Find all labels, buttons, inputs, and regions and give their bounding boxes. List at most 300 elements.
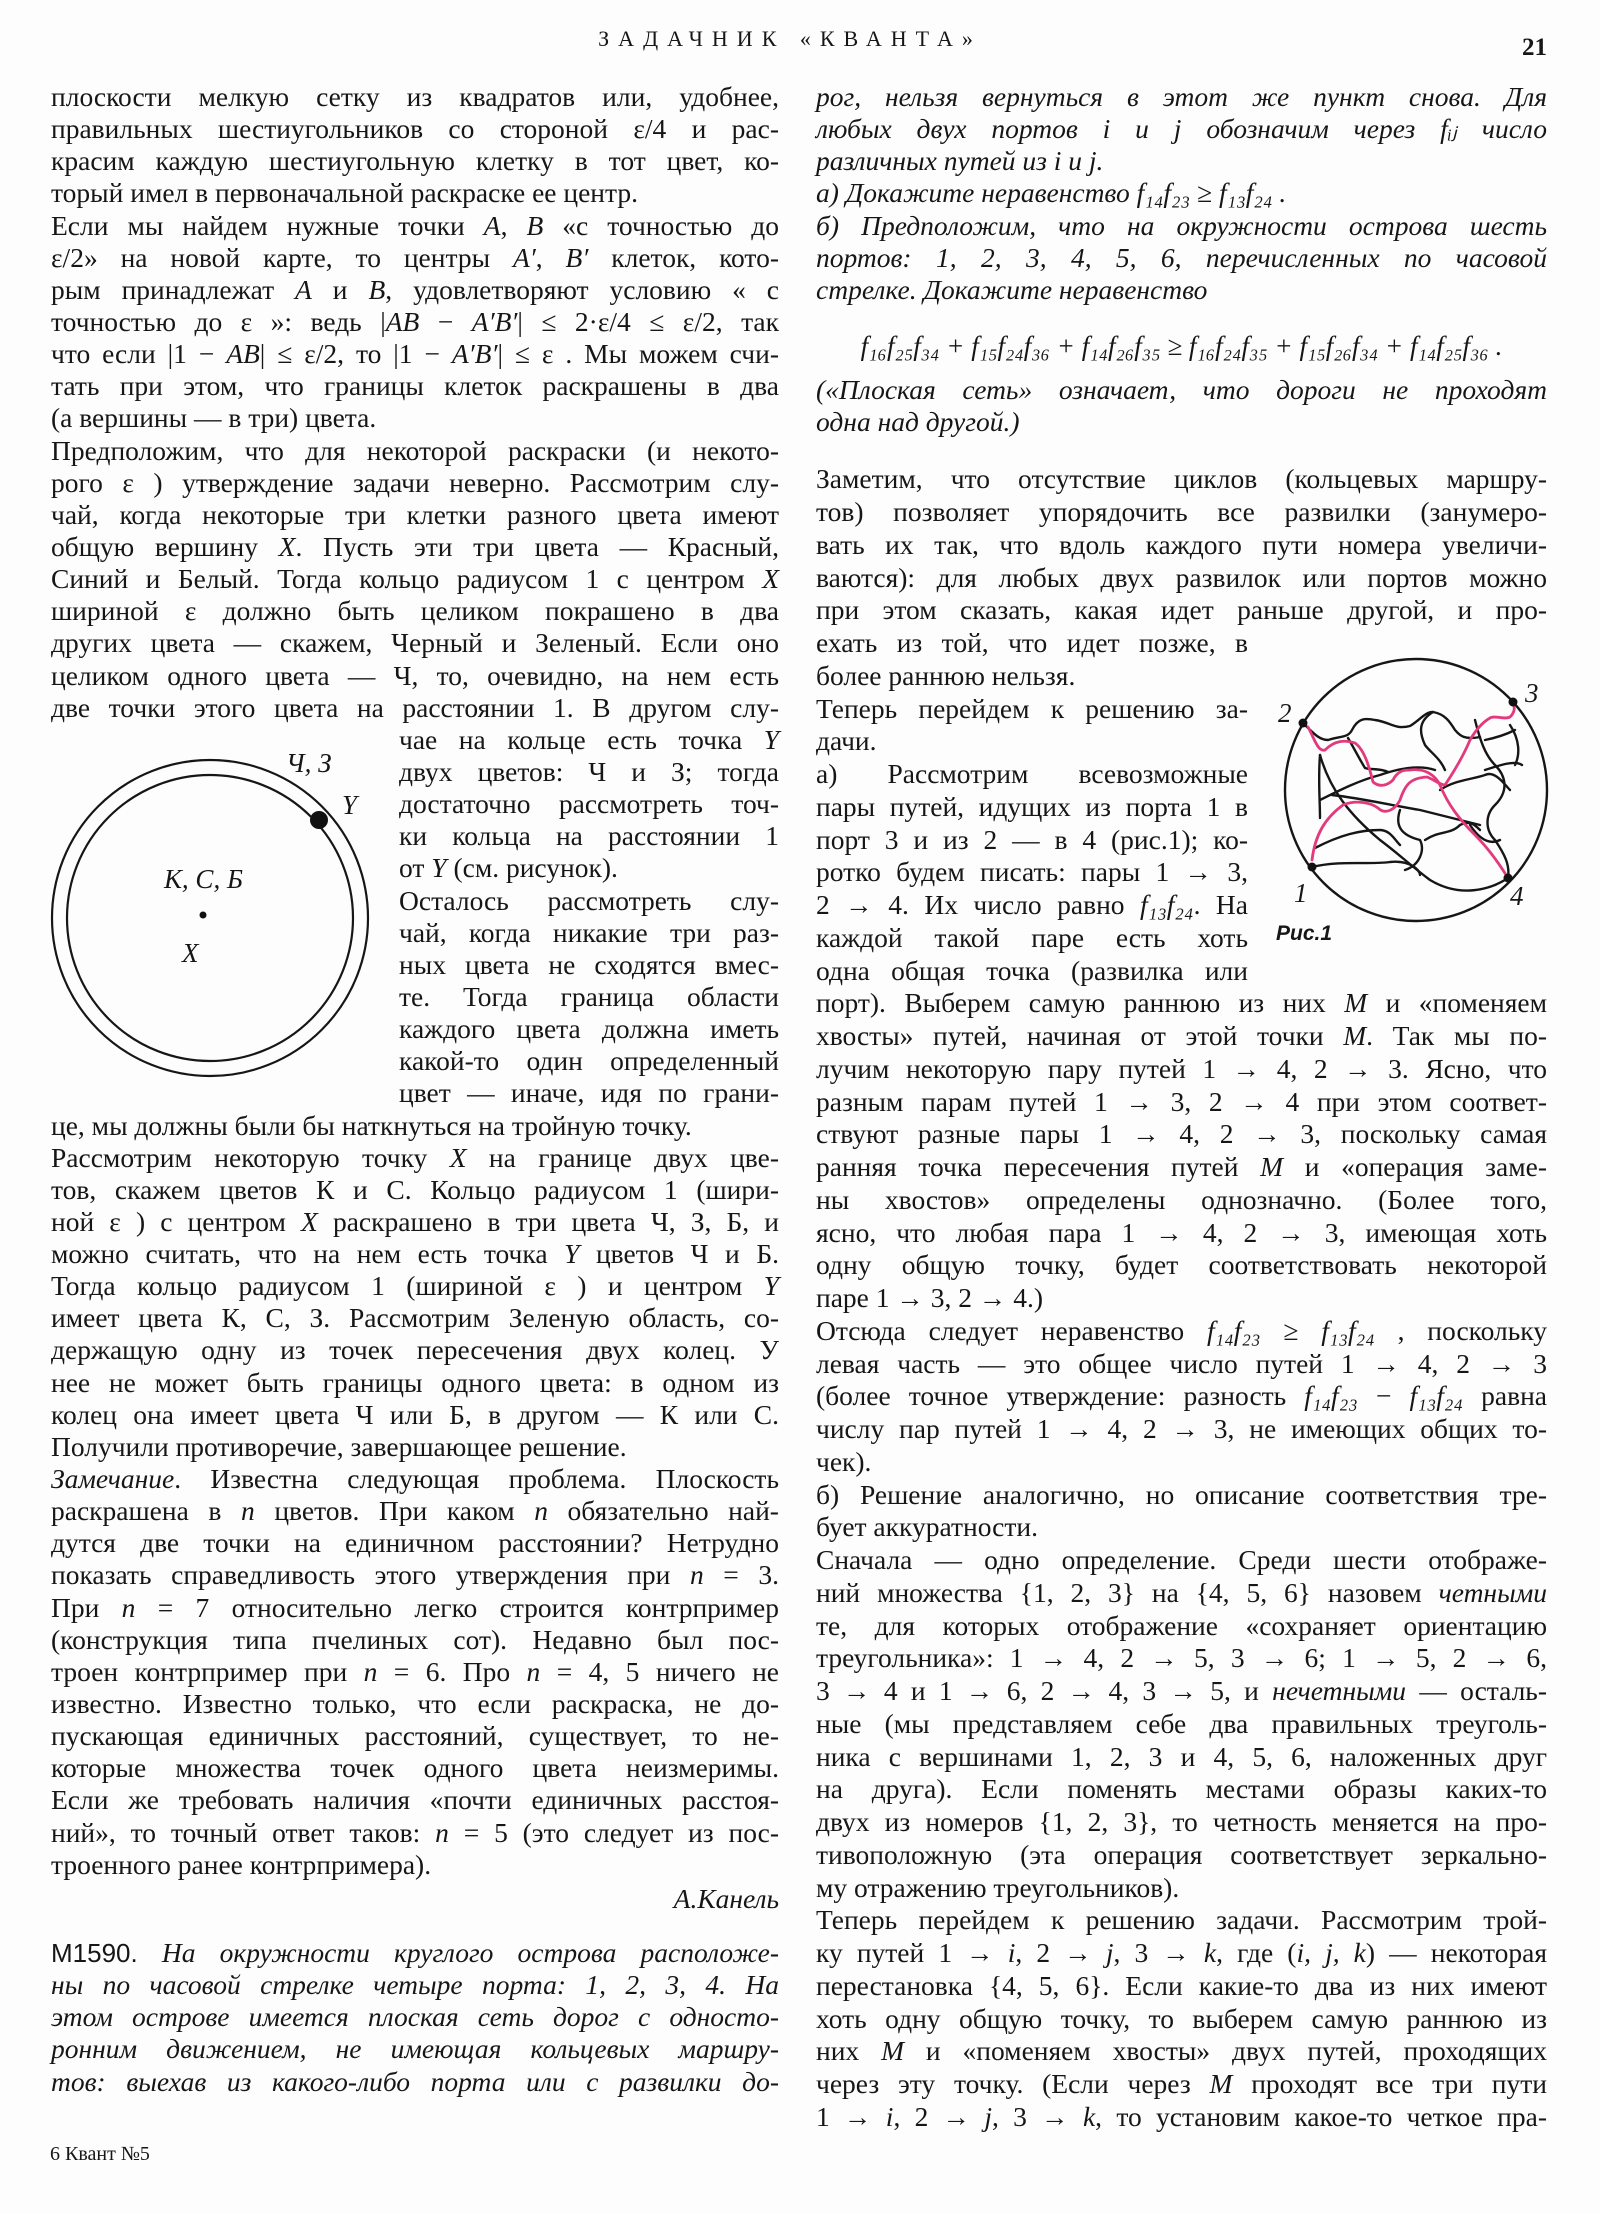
text-segment: , 3 →: [992, 2100, 1083, 2132]
text-segment: Рассмотрим некоторую точку: [51, 1141, 450, 1173]
text-segment: ясно, что любая пара 1 → 4, 2 → 3, имеющая хоть: [816, 1216, 1547, 1248]
text-segment: , где (: [1216, 1937, 1297, 1969]
text-line: [816, 1086, 1547, 1119]
text-segment: разным парам путей 1 → 3, 2 → 4 при этом соответ-: [816, 1085, 1547, 1117]
text-line: [51, 1969, 779, 2001]
text-line: [51, 531, 779, 563]
text-line: [816, 81, 1547, 113]
text-line: [51, 1206, 779, 1238]
port-3-label: 3: [1525, 678, 1539, 708]
text-segment: более раннюю нельзя.: [816, 659, 1076, 691]
text-segment: («Плоская сеть» означает, что дороги не проходят: [816, 373, 1547, 405]
text-segment: ротко будем писать: пары 1 → 3,: [816, 856, 1248, 888]
text-segment: Y: [763, 1270, 779, 1302]
text-segment: −: [419, 305, 472, 337]
text-segment: какой-то один определенный: [399, 1045, 779, 1077]
text-segment: б) Предположим, что на окружности острова шесть: [816, 209, 1547, 241]
text-line: [816, 1446, 1547, 1479]
text-segment: общую вершину: [51, 530, 279, 562]
text-segment: равна: [1463, 1380, 1547, 1412]
road: [1485, 725, 1522, 770]
text-line: [51, 1431, 779, 1463]
text-segment: и «поменяем хвосты» двух путей, проходящих: [904, 2035, 1548, 2067]
text-segment: известно. Известно только, что если раскраска, не до-: [51, 1688, 779, 1720]
text-line: [51, 402, 779, 434]
text-segment: раскрашено в три цвета Ч, З, Б, и: [317, 1205, 780, 1237]
text-line: [51, 627, 779, 659]
text-segment: шириной ε должно быть целиком покрашено в два: [51, 595, 779, 627]
text-line: [816, 177, 1547, 209]
text-segment: них: [816, 2035, 882, 2067]
text-line: [51, 1238, 779, 1270]
text-line: [51, 1656, 779, 1688]
text-line: [51, 1302, 779, 1334]
text-segment: торый имел в первоначальной раскраске ее центр.: [51, 177, 638, 209]
text-segment: проходят все три пути: [1232, 2068, 1547, 2100]
text-line: [399, 917, 779, 949]
point-x-label: X: [182, 938, 199, 968]
text-line: [816, 2068, 1547, 2101]
text-segment: B: [526, 209, 544, 241]
text-line: [816, 562, 1547, 595]
text-segment: 2 → 4. Их число равно: [816, 889, 1141, 921]
text-segment: A′B′: [471, 305, 518, 337]
text-segment: B: [368, 273, 386, 305]
text-segment: n: [526, 1655, 541, 1687]
text-line: [51, 338, 779, 370]
text-segment: Y: [564, 1238, 580, 1270]
text-segment: ронним движением, не имеющая кольцевых маршру-: [51, 2033, 779, 2065]
text-line: [816, 1020, 1547, 1053]
text-segment: тов, скажем цветов К и С. Кольцо радиусом 1 (шири-: [51, 1173, 779, 1205]
text-segment: плоскости мелкую сетку из квадратов или, удобнее,: [51, 81, 779, 112]
outer-ring-circle: [52, 760, 368, 1076]
text-line: [816, 145, 1547, 177]
text-segment: троенного ранее контрпримера).: [51, 1848, 432, 1880]
text-line: [51, 1624, 779, 1656]
text-line: [51, 1817, 779, 1849]
text-line: [51, 563, 779, 595]
text-line: [51, 1463, 779, 1495]
text-segment: n: [240, 1495, 255, 1527]
text-segment: бует аккуратности.: [816, 1511, 1038, 1543]
text-segment: тов) позволяет упорядочить все развилки (занумеро-: [816, 496, 1547, 528]
text-segment: = 3.: [703, 1559, 779, 1591]
solution-beside-figure: [816, 627, 1248, 987]
text-segment: двух цветов: Ч и З; тогда: [399, 755, 779, 787]
text-line: [816, 1708, 1547, 1741]
text-line: [816, 1839, 1547, 1872]
text-segment: му отражению треугольников).: [816, 1871, 1180, 1903]
text-segment: те. Тогда граница области: [399, 980, 779, 1012]
text-line: [816, 2101, 1547, 2134]
text-segment: треугольника»: 1 → 4, 2 → 5, 3 → 6; 1 → 5, 2 → 6,: [816, 1642, 1547, 1674]
text-segment: можно считать, что на нем есть точка: [51, 1238, 565, 1270]
right-column: [816, 81, 1547, 2134]
text-segment: цвет — иначе, идя по грани-: [399, 1077, 779, 1109]
text-segment: = 6. Про: [377, 1655, 527, 1687]
text-line: [816, 1610, 1547, 1643]
text-segment: (а вершины — в три) цвета.: [51, 402, 377, 434]
text-line: [399, 949, 779, 981]
text-line: [51, 1495, 779, 1527]
text-line: [816, 1282, 1547, 1315]
solution-main: [816, 987, 1547, 2133]
text-segment: n: [435, 1816, 449, 1848]
text-segment: «с точностью до: [543, 209, 779, 241]
text-segment: f₁₃f₂₄: [1140, 889, 1194, 921]
text-segment: имеет цвета К, С, З. Рассмотрим Зеленую область, со-: [51, 1302, 779, 1334]
road: [1303, 712, 1480, 740]
text-line: [51, 1688, 779, 1720]
text-line: [816, 1773, 1547, 1806]
text-segment: j: [984, 2100, 993, 2132]
text-segment: и «операция заме-: [1283, 1151, 1548, 1183]
text-segment: , 2 →: [1015, 1937, 1106, 1969]
text-segment: X: [449, 1141, 467, 1173]
text-segment: AB: [385, 305, 420, 337]
text-segment: различных путей из i и j.: [816, 145, 1104, 177]
text-segment: f₁₄f₂₃: [1304, 1380, 1358, 1412]
road-network: [1303, 712, 1522, 891]
text-segment: , поскольку: [1374, 1314, 1548, 1346]
text-segment: ника с вершинами 1, 2, 3 и 4, 5, 6, наложенных друг: [816, 1740, 1547, 1772]
text-segment: дутся две точки на единичном расстоянии? Нетрудно: [51, 1527, 779, 1559]
solution-text-bottom: [51, 1110, 779, 1881]
text-segment: . На: [1193, 889, 1248, 921]
text-line: [399, 1077, 779, 1109]
author-signature: А.Канель: [673, 1882, 779, 1914]
text-line: [51, 81, 779, 113]
planar-network-note: [816, 374, 1547, 438]
text-segment: раскрашена в: [51, 1495, 241, 1527]
text-segment: Осталось рассмотреть слу-: [399, 884, 779, 916]
text-segment: , то установим какое-то четкое пра-: [1095, 2100, 1547, 2132]
text-segment: при этом сказать, какая идет раньше другой, и про-: [816, 594, 1547, 626]
text-segment: клеток, кото-: [588, 241, 779, 273]
text-line: [816, 1315, 1547, 1348]
text-segment: | ≤ ε . Мы можем счи-: [497, 338, 779, 370]
text-segment: перестановка {4, 5, 6}. Если какие-то два из них имеют: [816, 1969, 1547, 2001]
text-line: [51, 113, 779, 145]
text-line: [51, 1752, 779, 1784]
text-segment: n: [689, 1559, 704, 1591]
text-line: [51, 435, 779, 467]
text-segment: пары путей, идущих из порта 1 в: [816, 790, 1248, 822]
text-segment: через эту точку. (Если через: [816, 2068, 1210, 2100]
text-segment: числу пар путей 1 → 4, 2 → 3, не имеющих общих то-: [816, 1413, 1547, 1445]
text-segment: достаточно рассмотреть точ-: [399, 788, 779, 820]
text-segment: целиком одного цвета — Ч, то, очевидно, на нем есть: [51, 659, 779, 691]
text-line: [51, 306, 779, 338]
text-line: [816, 496, 1547, 529]
text-segment: = 5 (это следует из пос-: [448, 1816, 779, 1848]
text-line: [816, 594, 1547, 627]
text-segment: AB: [226, 338, 260, 370]
text-line: [816, 1904, 1547, 1937]
text-line: [816, 1741, 1547, 1774]
text-line: [51, 1270, 779, 1302]
text-line: [816, 1642, 1547, 1675]
figure-caption: Рис.1: [1276, 922, 1333, 945]
text-line: [816, 374, 1547, 406]
text-line: [51, 1784, 779, 1816]
text-segment: троен контрпример при: [51, 1655, 364, 1687]
text-segment: j: [1105, 1937, 1114, 1969]
text-line: [816, 1937, 1547, 1970]
problem-number: M1590.: [51, 1938, 138, 1969]
text-segment: каждой такой паре есть хоть: [816, 921, 1248, 953]
text-segment: n: [363, 1655, 378, 1687]
text-segment: других цвета — скажем, Черный и Зеленый. Если оно: [51, 627, 779, 659]
text-segment: M: [1260, 1151, 1284, 1183]
text-segment: (см. рисунок).: [446, 852, 618, 884]
text-segment: одна общая точка (развилка или: [816, 954, 1248, 986]
text-segment: нечетными: [1272, 1675, 1407, 1707]
text-line: [399, 724, 779, 756]
text-line: [399, 788, 779, 820]
text-segment: При: [51, 1591, 122, 1623]
text-line: [399, 981, 779, 1013]
text-segment: ки кольца на расстоянии 1: [399, 820, 779, 852]
text-line: [816, 2003, 1547, 2036]
text-line: [816, 1184, 1547, 1217]
text-segment: = 4, 5 ничего не: [540, 1655, 780, 1687]
text-segment: хвосты» путей, начиная от этой точки: [816, 1020, 1344, 1052]
text-segment: , 2 →: [893, 2100, 985, 2132]
text-line: [399, 1045, 779, 1077]
text-line: [816, 1675, 1547, 1708]
text-segment: четными: [1438, 1576, 1547, 1608]
text-line: [51, 242, 779, 274]
road: [1312, 862, 1420, 875]
text-segment: паре 1 → 3, 2 → 4.): [816, 1282, 1044, 1314]
text-line: [51, 370, 779, 402]
text-segment: каждого цвета должна иметь: [399, 1013, 779, 1045]
text-segment: M: [1209, 2068, 1233, 2100]
text-line: [816, 1806, 1547, 1839]
text-segment: ку путей 1 →: [816, 1937, 1008, 1969]
text-segment: что если |1 −: [51, 338, 227, 370]
text-line: [816, 758, 1248, 791]
text-segment: ний», то точный ответ таков:: [51, 1816, 436, 1848]
text-segment: Y: [431, 852, 447, 884]
text-line: [816, 242, 1547, 274]
text-line: [51, 274, 779, 306]
text-segment: обязательно най-: [547, 1495, 779, 1527]
text-line: [51, 692, 779, 724]
text-segment: б) Решение аналогично, но описание соответствия тре-: [816, 1478, 1547, 1510]
text-line: [51, 177, 779, 209]
text-line: [816, 987, 1547, 1020]
text-segment: (конструкция типа пчелиных сот). Недавно был пос-: [51, 1623, 779, 1655]
text-line: [816, 406, 1547, 438]
text-line: [51, 1110, 779, 1142]
text-segment: красим каждую шестиугольную клетку в тот цвет, ко-: [51, 145, 779, 177]
text-line: [816, 693, 1248, 726]
text-segment: точностью до ε »: ведь |: [51, 305, 386, 337]
text-segment: двух из номеров {1, 2, 3}, то четность меняется на про-: [816, 1806, 1547, 1838]
text-segment: Y: [763, 723, 779, 755]
point-y-label: Y: [342, 790, 358, 820]
port-4-label: 4: [1510, 881, 1524, 911]
text-segment: ний множества {1, 2, 3} на {4, 5, 6} назовем: [816, 1576, 1439, 1608]
text-line: [816, 1544, 1547, 1577]
text-line: [816, 1577, 1547, 1610]
text-line: [399, 756, 779, 788]
text-segment: Отсюда следует неравенство: [816, 1314, 1207, 1346]
text-segment: A: [295, 273, 312, 305]
text-segment: две точки этого цвета на расстоянии 1. В другом слу-: [51, 691, 779, 723]
text-segment: = 7 относительно легко строится контрпример: [135, 1591, 779, 1623]
solution-text-beside-figure: [399, 724, 779, 1110]
text-segment: держащую одну из точек пересечения двух колец. У: [51, 1334, 779, 1366]
port-1-label: 1: [1294, 878, 1308, 908]
text-line: [816, 791, 1248, 824]
text-segment: порт). Выберем самую раннюю из них: [816, 987, 1345, 1019]
text-segment: от: [399, 852, 432, 884]
text-line: [51, 1720, 779, 1752]
text-line: [51, 1367, 779, 1399]
text-segment: ных цвета не сходятся вмес-: [399, 948, 779, 980]
text-segment: A′: [512, 241, 536, 273]
text-segment: n: [534, 1495, 548, 1527]
text-line: [399, 885, 779, 917]
text-segment: любых двух портов i и j обозначим через fᵢⱼ число: [816, 113, 1547, 145]
text-segment: ,: [500, 209, 527, 241]
text-segment: показать справедливость этого утверждения при: [51, 1559, 690, 1591]
port-2-label: 2: [1278, 698, 1292, 728]
text-line: [816, 1380, 1547, 1413]
text-segment: . Так мы по-: [1366, 1020, 1547, 1052]
text-line: [816, 529, 1547, 562]
text-line: [399, 820, 779, 852]
text-segment: Заметим, что отсутствие циклов (кольцевых маршру-: [816, 463, 1547, 495]
text-segment: X: [762, 563, 779, 595]
text-segment: колец она имеет цвета Ч или Б, в другом — К или С.: [51, 1398, 779, 1430]
text-line: [816, 660, 1248, 693]
text-segment: ε/2» на новой карте, то центры: [51, 241, 513, 273]
text-segment: рог, нельзя вернуться в этот же пункт снова. Для: [816, 81, 1547, 112]
text-line: [816, 463, 1547, 496]
disk-color-label: К, С, Б: [164, 864, 243, 894]
text-segment: на друга). Если поменять местами образы каких-то: [816, 1773, 1547, 1805]
text-segment: k: [1203, 1937, 1217, 1969]
text-line: [399, 852, 779, 884]
solution-text-top: [51, 81, 779, 724]
text-line: [51, 467, 779, 499]
text-line: [816, 856, 1248, 889]
text-segment: f₁₃f₂₄: [1321, 1314, 1375, 1346]
text-segment: левая часть — это общее число путей 1 → 4, 2 → 3: [816, 1347, 1547, 1379]
port-1-dot: [1308, 863, 1317, 872]
text-segment: A: [483, 209, 501, 241]
text-segment: 1 →: [816, 2100, 886, 2132]
text-segment: портов: 1, 2, 3, 4, 5, 6, перечисленных по часовой: [816, 241, 1547, 273]
text-segment: ны по часовой стрелке четыре порта: 1, 2, 3, 4. На: [51, 1969, 779, 2001]
text-line: [816, 1118, 1547, 1151]
ring-figure: [40, 748, 380, 1093]
text-segment: ной ε ) с центром: [51, 1205, 302, 1237]
text-segment: ные (мы представляем себе два правильных треуголь-: [816, 1707, 1547, 1739]
text-line: [51, 145, 779, 177]
text-line: [816, 274, 1547, 306]
text-line: [816, 1151, 1547, 1184]
text-segment: лучим некоторую пару путей 1 → 4, 2 → 3. Ясно, что: [816, 1052, 1547, 1084]
road: [1421, 712, 1445, 770]
text-segment: нее не может быть границы одного цвета: в одном из: [51, 1366, 779, 1398]
text-line: [51, 1142, 779, 1174]
text-segment: Замечание: [51, 1463, 175, 1495]
text-line: [816, 824, 1248, 857]
text-line: [51, 1334, 779, 1366]
text-segment: те, для которых отображение «сохраняет ориентацию: [816, 1609, 1547, 1641]
text-line: [51, 1174, 779, 1206]
text-line: [816, 627, 1248, 660]
text-segment: Тогда кольцо радиусом 1 (шириной ε ) и центром: [51, 1270, 764, 1302]
text-segment: Сначала — одно определение. Среди шести отображе-: [816, 1544, 1547, 1576]
text-segment: ваются): для любых двух развилок или портов можно: [816, 561, 1547, 593]
text-segment: A′B′: [451, 338, 498, 370]
ring-color-label: Ч, З: [286, 748, 332, 778]
text-segment: f₁₄f₂₃: [1207, 1314, 1261, 1346]
solution-intro: [816, 463, 1547, 627]
text-segment: Если мы найдем нужные точки: [51, 209, 484, 241]
text-segment: а) Рассмотрим всевозможные: [816, 758, 1248, 790]
text-segment: i, j, k: [1296, 1937, 1366, 1969]
text-line: [816, 113, 1547, 145]
text-segment: тов: выехав из какого-либо порта или с развилки до-: [51, 2065, 779, 2097]
text-segment: X: [278, 530, 296, 562]
text-segment: , 3 →: [1113, 1937, 1204, 1969]
text-segment: | ≤ 2·ε/4 ≤ ε/2, так: [517, 305, 780, 337]
text-segment: тать при этом, что границы клеток раскрашены в два: [51, 370, 779, 402]
text-segment: стрелке. Докажите неравенство: [816, 273, 1208, 305]
text-segment: рым принадлежат: [51, 273, 296, 305]
text-segment: (более точное утверждение: разность: [816, 1380, 1305, 1412]
text-line: [816, 1053, 1547, 1086]
port-2-dot: [1299, 719, 1308, 728]
text-segment: ствуют разные пары 1 → 4, 2 → 3, поскольку самая: [816, 1118, 1547, 1150]
text-segment: M: [1343, 1020, 1367, 1052]
text-segment: чек).: [816, 1445, 872, 1477]
text-segment: рого ε ) утверждение задачи неверно. Рассмотрим слу-: [51, 466, 779, 498]
running-header: ЗАДАЧНИК «КВАНТА»: [598, 26, 982, 51]
road: [1332, 795, 1480, 825]
text-segment: ) — некоторая: [1365, 1937, 1548, 1969]
text-segment: | ≤ ε/2, то |1 −: [259, 338, 452, 370]
text-line: [51, 595, 779, 627]
text-segment: порт 3 и из 2 — в 4 (рис.1); ко-: [816, 823, 1248, 855]
text-line: [51, 2001, 779, 2033]
text-line: [816, 210, 1547, 242]
text-line: [51, 2066, 779, 2098]
text-segment: Получили противоречие, завершающее решение.: [51, 1430, 627, 1462]
text-segment: — осталь-: [1406, 1675, 1547, 1707]
text-segment: а) Докажите неравенство f₁₄f₂₃ ≥ f₁₃f₂₄ .: [816, 177, 1287, 209]
text-segment: M: [881, 2035, 904, 2067]
text-line: [816, 2035, 1547, 2068]
text-segment: и «поменяем: [1367, 987, 1547, 1019]
text-segment: f₁₃f₂₄: [1409, 1380, 1464, 1412]
text-segment: Синий и Белый. Тогда кольцо радиусом 1 с центром: [51, 563, 763, 595]
text-segment: 3 → 4 и 1 → 6, 2 → 4, 3 → 5, и: [816, 1675, 1273, 1707]
road-network-figure: [1270, 640, 1600, 930]
text-segment: k: [1082, 2100, 1096, 2132]
text-line: [816, 725, 1248, 758]
text-segment: Теперь перейдем к решению задачи. Рассмотрим трой-: [816, 1904, 1547, 1936]
page-footer: 6 Квант №5: [50, 2143, 150, 2165]
